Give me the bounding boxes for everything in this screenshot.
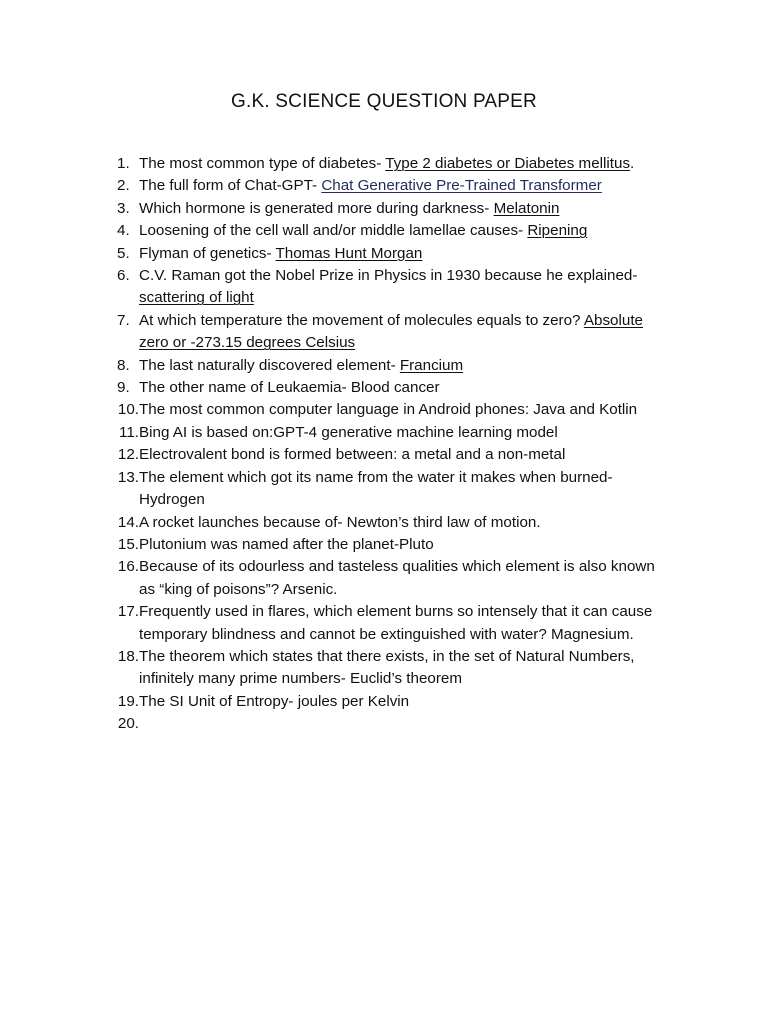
question-item-1 (112, 153, 672, 175)
answer-text: Type 2 diabetes or Diabetes mellitus (385, 155, 631, 172)
question-text: Which hormone is generated more during darkness- (139, 199, 494, 217)
question-item-17 (112, 601, 672, 646)
question-item-16 (112, 556, 672, 601)
answer-text: Melatonin (493, 199, 560, 217)
question-text: The other name of Leukaemia- Blood cancer (139, 379, 440, 397)
question-number: 14. (117, 513, 139, 531)
question-text: A rocket launches because of- Newton’s third law of motion. (139, 513, 541, 531)
question-item-4 (112, 220, 672, 242)
answer-tail: . (630, 155, 635, 172)
question-number: 5. (117, 244, 130, 262)
question-item-15 (112, 534, 672, 556)
question-number: 8. (117, 356, 130, 374)
question-text: Electrovalent bond is formed between: a metal and a non-metal (139, 446, 566, 464)
question-text: Loosening of the cell wall and/or middle lamellae causes- (139, 222, 528, 240)
question-number: 19. (117, 692, 139, 710)
question-item-20 (112, 713, 672, 735)
question-number: 6. (117, 267, 130, 285)
page-title: G.K. SCIENCE QUESTION PAPER (231, 91, 537, 112)
question-item-13 (112, 467, 672, 512)
question-item-18 (112, 646, 672, 691)
question-item-11 (112, 422, 672, 444)
question-number: 11. (119, 423, 139, 441)
question-text: The theorem which states that there exists, in the set of Natural Numbers, infinitely many prime numbers- Euclid’s theorem (139, 647, 635, 688)
question-text: Bing AI is based on:GPT-4 generative machine learning model (139, 423, 558, 441)
question-text: Frequently used in flares, which element burns so intensely that it can cause temporary blindness and cannot be extinguished with water? Magnesium. (139, 603, 653, 643)
question-item-7 (112, 310, 672, 355)
question-text: The SI Unit of Entropy- joules per Kelvin (139, 692, 410, 710)
question-item-2 (112, 175, 672, 197)
question-item-8 (112, 355, 672, 377)
answer-text: scattering of light (139, 289, 254, 307)
question-number: 17. (117, 603, 139, 621)
question-text: The full form of Chat-GPT- (139, 177, 322, 195)
question-number: 2. (117, 177, 130, 195)
answer-text: Thomas Hunt Morgan (275, 244, 423, 262)
question-item-5 (112, 243, 672, 265)
question-text: The most common computer language in Android phones: Java and Kotlin (139, 401, 638, 419)
question-item-9 (112, 377, 672, 399)
question-number: 10. (117, 401, 139, 419)
answer-text: Absolute zero or -273.15 degrees Celsius (139, 311, 643, 352)
question-number: 20. (117, 715, 139, 733)
question-text: Plutonium was named after the planet-Pluto (139, 535, 434, 553)
question-text: At which temperature the movement of molecules equals to zero? (139, 311, 584, 329)
answer-text: Ripening (527, 222, 588, 240)
question-item-19 (112, 691, 672, 713)
question-number: 13. (117, 468, 139, 486)
question-text: Flyman of genetics- (139, 244, 276, 262)
question-item-12 (112, 444, 672, 466)
question-text: C.V. Raman got the Nobel Prize in Physics in 1930 because he explained- (139, 267, 638, 285)
question-text: Because of its odourless and tasteless qualities which element is also known as “king of poisons”? Arsenic. (139, 558, 655, 598)
question-text: The element which got its name from the water it makes when burned- Hydrogen (139, 468, 613, 509)
question-list (112, 153, 672, 736)
answer-text: Francium (399, 356, 464, 374)
question-item-14 (112, 512, 672, 534)
question-number: 15. (117, 535, 139, 553)
question-number: 16. (117, 558, 139, 576)
question-text: The most common type of diabetes- (139, 155, 386, 172)
question-number: 9. (117, 379, 130, 397)
question-number: 7. (117, 311, 130, 329)
question-text (139, 715, 143, 732)
question-number: 1. (117, 155, 130, 172)
question-item-6 (112, 265, 672, 310)
answer-link[interactable]: Chat Generative Pre-Trained Transformer (321, 177, 602, 195)
question-number: 4. (117, 222, 130, 240)
question-text: The last naturally discovered element- (139, 356, 400, 374)
question-number: 3. (117, 199, 130, 217)
question-number: 12. (117, 446, 139, 464)
question-number: 18. (117, 647, 139, 665)
question-item-10 (112, 399, 672, 421)
question-item-3 (112, 198, 672, 220)
